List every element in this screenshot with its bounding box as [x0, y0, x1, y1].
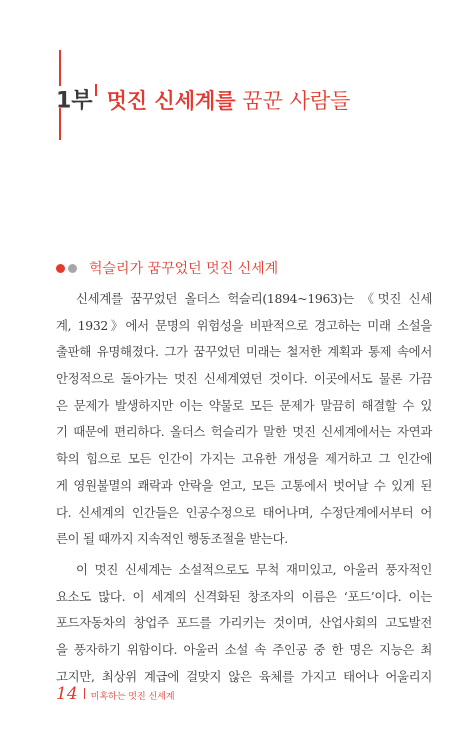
chapter-heading: [56, 84, 350, 113]
section-title: 헉슬리가 꿈꾸었던 멋진 신세계: [89, 261, 279, 277]
footer-separator: [84, 688, 85, 699]
body-line: 고지만, 최상위 계급에 걸맞지 않은 육체를 가지고 태어나 어울리지: [56, 668, 432, 684]
body-line: 은 문제가 발생하지만 이는 약물로 모든 문제가 말끔히 해결할 수 있: [56, 397, 432, 413]
running-book-title: 미혹하는 멋진 신세계: [90, 692, 175, 702]
body-line: 을 풍자하기 위함이다. 아울러 소설 속 주인공 중 한 명은 지능은 최: [56, 641, 432, 657]
chapter-separator: [95, 84, 97, 96]
section-heading: [56, 258, 278, 278]
bullet-dot-gray-icon: [68, 264, 77, 273]
chapter-title-light: 꿈꾼 사람들: [242, 89, 351, 113]
body-line: 른이 될 때까지 지속적인 행동조절을 받는다.: [56, 531, 288, 547]
body-text: [56, 286, 432, 690]
body-line: 기 때문에 편리하다. 올더스 헉슬리가 말한 멋진 신세계에서는 자연과: [56, 424, 432, 440]
accent-bar-top: [59, 50, 61, 86]
chapter-title-bold: 멋진 신세계를: [106, 89, 236, 113]
body-line: 요소도 많다. 이 세계의 신격화된 창조자의 이름은 ‘포드’이다. 이는: [56, 588, 432, 604]
bullet-dot-red-icon: [56, 264, 65, 273]
body-line: 이 멋진 신세계는 소설적으로도 무척 재미있고, 아울러 풍자적인: [76, 561, 432, 577]
body-line: 안정적으로 돌아가는 멋진 신세계였던 것이다. 이곳에서도 물론 가끔: [56, 371, 432, 387]
page-footer: [56, 684, 175, 704]
body-line: 계, 1932》에서 문명의 위험성을 비판적으로 경고하는 미래 소설을: [56, 317, 432, 333]
body-line: 게 영원불멸의 쾌락과 안락을 얻고, 모든 고통에서 벗어날 수 있게 된: [56, 477, 432, 493]
chapter-title: [107, 89, 351, 113]
page-number: 14: [56, 684, 78, 704]
body-line: 다. 신세계의 인간들은 인공수정으로 태어나며, 수정단계에서부터 어: [56, 504, 432, 520]
body-line: 출판해 유명해졌다. 그가 꿈꾸었던 미래는 철저한 계획과 통제 속에서: [56, 344, 432, 360]
chapter-number: 1부: [56, 88, 93, 114]
body-line: 포드자동차의 창업주 포드를 가리키는 것이며, 산업사회의 고도발전: [56, 615, 432, 631]
body-line: 학의 힘으로 모든 인간이 가지는 고유한 개성을 제거하고 그 인간에: [56, 451, 432, 467]
body-line: 신세계를 꿈꾸었던 올더스 헉슬리(1894~1963)는 《멋진 신세: [76, 291, 432, 306]
